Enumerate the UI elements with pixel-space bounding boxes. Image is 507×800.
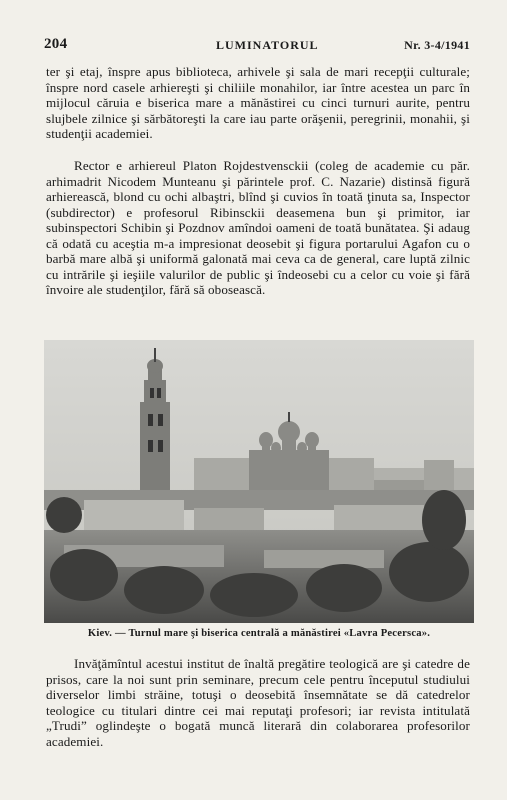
- paragraph-1: [46, 64, 470, 142]
- paragraph-2-text: Rector e arhiereul Platon Rojdestvensckii (coleg de academie cu păr. arhimadrit Nicodem Munteanu şi părintele prof. C. Nazarie) distinsă figură arhierească, blond cu ochi albaştri, blînd şi cuvios în toată ţinuta sa, Inspector (subdirector) e profesorul Ribinsckii deasemena bun şi primitor, iar subinspectori Schibin şi Pozdnov amîndoi oameni de toată bunătatea. Şi adaug că odată cu aceştia m-a impresionat deosebit şi figura portarului Agafon cu o barbă mare albă şi uniformă galonată mai ceva ca de general, care luptă zilnic cu intrările şi ieşiile valurilor de public şi îndeosebi cu a celor cu voie şi fără învoire ale studenţilor, fără să obosească.: [46, 158, 470, 297]
- paragraph-2: [46, 158, 470, 298]
- paragraph-3-text: Invăţămîntul acestui institut de înaltă pregătire teologică are şi catedre de prisos, care la noi sunt prin seminare, precum cele pentru începutul studiului diverselor limbi străine, totuşi o deosebită însemnătate se dă catedrelor teologice cu titulari dintre cei mai reputaţi profesori; iar revista intitulată „Trudi” oglindeşte o bogată muncă literară din colaborarea profesorilor academiei.: [46, 656, 470, 749]
- monastery-photo-illustration: [44, 340, 474, 623]
- photo-caption: Kiev. — Turnul mare şi biserica centrală a mănăstirei «Lavra Pecersca».: [87, 628, 431, 639]
- paragraph-1-text: ter şi etaj, înspre apus biblioteca, arhivele şi sala de mari recepţii culturale; înspre nord casele arhiereşti şi chiliile monahilor, iar între acestea un parc în mijlocul căruia e biserica mare a mănăstirei cu cinci turnuri aurite, pentru slujbele zilnice şi sărbătoreşti la care iau parte orăşenii, peregrinii, monahii, şi studenţii academiei.: [46, 64, 470, 141]
- monastery-photo: [44, 340, 474, 623]
- paragraph-3: [46, 656, 470, 749]
- page-header: [44, 36, 474, 56]
- issue-number: Nr. 3-4/1941: [404, 38, 470, 52]
- page-number: 204: [44, 36, 68, 52]
- journal-title: LUMINATORUL: [216, 38, 319, 52]
